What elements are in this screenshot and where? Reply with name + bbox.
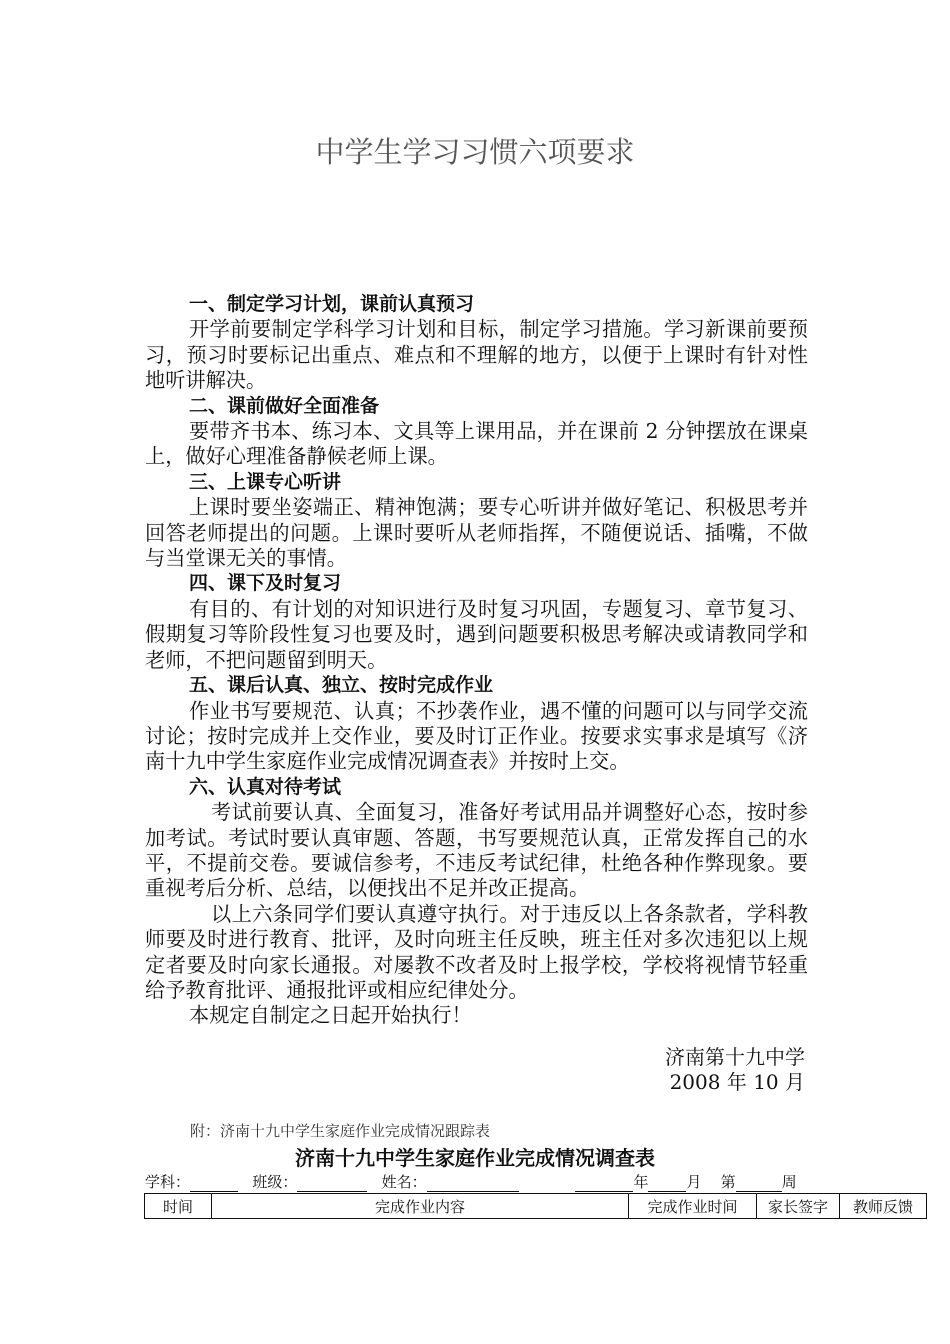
column-header-parent-signature: 家长签字 (757, 1194, 840, 1219)
closing-paragraph: 以上六条同学们要认真遵守执行。对于违反以上各条款者，学科教师要及时进行教育、批评，及时向班主任反映，班主任对多次违犯以上规定者要及时向家长通报。对屡教不改者及时上报学校，学校将视情节轻重给予教育批评、通报批评或相应纪律处分。 (145, 901, 808, 1002)
survey-header-row (145, 1194, 927, 1219)
section-body: 有目的、有计划的对知识进行及时复习巩固，专题复习、章节复习、假期复习等阶段性复习也要及时，遇到问题要积极思考解决或请教同学和老师，不把问题留到明天。 (145, 596, 808, 672)
week-prefix: 第 (720, 1173, 736, 1191)
section-heading: 二、课前做好全面准备 (189, 394, 380, 417)
survey-meta-line (145, 1171, 825, 1192)
page-title: 中学生学习习惯六项要求 (315, 135, 635, 169)
month-blank[interactable] (648, 1176, 686, 1192)
section-body: 上课时要坐姿端正、精神饱满；要专心听讲并做好笔记、积极思考并回答老师提出的问题。上课时要听从老师指挥，不随便说话、插嘴，不做与当堂课无关的事情。 (145, 495, 808, 571)
signature-school: 济南第十九中学 (665, 1045, 805, 1069)
column-header-teacher-feedback: 教师反馈 (840, 1194, 927, 1219)
year-blank[interactable] (575, 1176, 633, 1192)
week-blank[interactable] (736, 1176, 782, 1192)
section-body: 开学前要制定学科学习计划和目标，制定学习措施。学习新课前要预习，预习时要标记出重点、难点和不理解的地方，以便于上课时有针对性地听讲解决。 (145, 317, 808, 393)
month-label: 月 (686, 1173, 702, 1191)
survey-title: 济南十九中学生家庭作业完成情况调查表 (295, 1146, 655, 1170)
year-label: 年 (633, 1173, 649, 1191)
column-header-duration: 完成作业时间 (629, 1194, 757, 1219)
effective-line: 本规定自制定之日起开始执行！ (189, 1003, 472, 1028)
column-header-time: 时间 (145, 1194, 212, 1219)
section-heading: 三、上课专心听讲 (189, 470, 342, 493)
appendix-note: 附：济南十九中学生家庭作业完成情况跟踪表 (190, 1122, 491, 1140)
section-body: 考试前要认真、全面复习，准备好考试用品并调整好心态，按时参加考试。考试时要认真审题、答题，书写要规范认真，正常发挥自己的水平，不提前交卷。要诚信参考，不违反考试纪律，杜绝各种作弊现象。要重视考后分析、总结，以便找出不足并改正提高。 (145, 800, 808, 901)
subject-blank[interactable] (190, 1176, 238, 1192)
signature-block (665, 1045, 805, 1095)
survey-table (144, 1193, 927, 1219)
section-body: 要带齐书本、练习本、文具等上课用品，并在课前 2 分钟摆放在课桌上，做好心理准备静候老师上课。 (145, 419, 808, 469)
class-blank[interactable] (297, 1176, 367, 1192)
week-label: 周 (781, 1173, 797, 1191)
subject-label: 学科： (145, 1173, 191, 1191)
section-heading: 四、课下及时复习 (189, 572, 342, 595)
section-heading: 五、课后认真、独立、按时完成作业 (189, 674, 494, 697)
section-heading: 一、制定学习计划，课前认真预习 (189, 293, 475, 315)
name-blank[interactable] (427, 1176, 519, 1192)
section-heading: 六、认真对待考试 (189, 775, 342, 798)
column-header-content: 完成作业内容 (212, 1194, 629, 1219)
section-body: 作业书写要规范、认真；不抄袭作业，遇不懂的问题可以与同学交流讨论；按时完成并上交作业，要及时订正作业。按要求实事求是填写《济南十九中学生家庭作业完成情况调查表》并按时上交。 (145, 698, 808, 774)
class-label: 班级： (252, 1173, 298, 1191)
name-label: 姓名： (381, 1173, 427, 1191)
signature-date: 2008 年 10 月 (669, 1070, 805, 1094)
document-body (145, 292, 808, 1029)
